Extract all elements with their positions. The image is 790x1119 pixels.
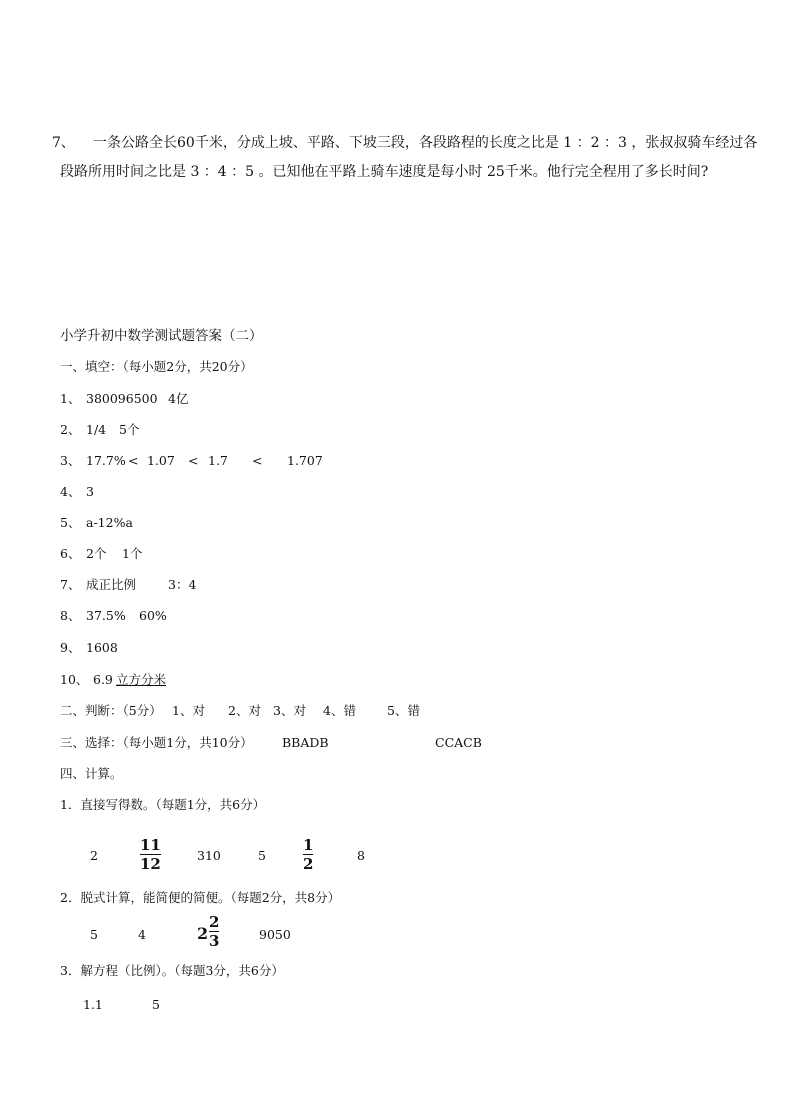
fraction-denominator: 2 xyxy=(303,855,314,873)
judge-item: 2、对 xyxy=(228,703,261,718)
calc-3-answer: 1.1 xyxy=(83,997,103,1012)
answer-1-value-2: 4亿 xyxy=(168,391,189,406)
choice-answers-group-1: BBADB xyxy=(282,735,329,750)
answer-2-number: 2、 xyxy=(60,422,81,437)
calc-2-answer: 9050 xyxy=(259,927,291,942)
answer-1-number: 1、 xyxy=(60,391,81,406)
calc-3-heading: 3．解方程（比例）。（每题3分，共6分） xyxy=(60,963,284,978)
answer-7-value-2: 3：4 xyxy=(168,577,197,592)
answer-2-value-1: 1/4 xyxy=(86,422,107,437)
section-2-heading: 二、判断：（5分） xyxy=(60,703,162,718)
answer-4-number: 4、 xyxy=(60,484,81,499)
fraction-numerator: 2 xyxy=(209,913,220,931)
calc-3-answer: 5 xyxy=(152,997,160,1012)
answer-3-value-3: 1.7 xyxy=(208,453,228,468)
calc-2-mixed-fraction xyxy=(209,914,219,949)
answer-2-value-2: 5个 xyxy=(119,422,140,437)
calc-1-fraction-answer xyxy=(303,837,313,872)
answer-6-value-2: 1个 xyxy=(122,546,143,561)
answer-8-number: 8、 xyxy=(60,608,81,623)
calc-1-answer: 8 xyxy=(357,848,365,863)
fraction-numerator: 11 xyxy=(140,836,161,854)
answer-3-op-1: < xyxy=(128,453,139,468)
judge-item: 1、对 xyxy=(172,703,205,718)
calc-2-answer: 4 xyxy=(138,927,146,942)
answer-9-number: 9、 xyxy=(60,640,81,655)
answer-3-op-2: < xyxy=(188,453,199,468)
answer-1-value-1: 380096500 xyxy=(86,391,158,406)
calc-1-heading: 1．直接写得数。（每题1分，共6分） xyxy=(60,797,266,812)
question-7-number: 7、 xyxy=(52,135,75,151)
answer-7-value-1: 成正比例 xyxy=(86,577,137,592)
calc-2-heading: 2．脱式计算，能简便的简便。（每题2分，共8分） xyxy=(60,890,341,905)
calc-1-answer: 310 xyxy=(197,848,221,863)
choice-answers-group-2: CCACB xyxy=(435,735,482,750)
answer-10-value-1: 6.9 xyxy=(93,672,113,687)
answers-title: 小学升初中数学测试题答案（二） xyxy=(60,328,263,344)
answer-10-number: 10、 xyxy=(60,672,89,687)
section-4-heading: 四、计算。 xyxy=(60,766,123,781)
answer-8-value-1: 37.5% xyxy=(86,608,126,623)
calc-1-answer: 5 xyxy=(258,848,266,863)
answer-6-value-1: 2个 xyxy=(86,546,107,561)
answer-7-number: 7、 xyxy=(60,577,81,592)
answer-3-value-1: 17.7% xyxy=(86,453,126,468)
fraction-denominator: 12 xyxy=(140,855,161,873)
answer-9-value-1: 1608 xyxy=(86,640,118,655)
answer-8-value-2: 60% xyxy=(139,608,167,623)
fraction-denominator: 3 xyxy=(209,932,220,950)
answer-10-unit: 立方分米 xyxy=(116,672,167,687)
judge-item: 3、对 xyxy=(273,703,306,718)
answer-5-value-1: a-12%a xyxy=(86,515,133,530)
fraction-numerator: 1 xyxy=(303,836,314,854)
answer-3-number: 3、 xyxy=(60,453,81,468)
question-7-line-1: 一条公路全长60千米，分成上坡、平路、下坡三段，各段路程的长度之比是 1 ：2 ：3 ，张叔叔骑车经过各 xyxy=(93,135,758,151)
answer-5-number: 5、 xyxy=(60,515,81,530)
judge-item: 5、错 xyxy=(387,703,420,718)
answer-6-number: 6、 xyxy=(60,546,81,561)
calc-2-mixed-whole: 2 xyxy=(197,924,209,943)
section-1-heading: 一、填空：（每小题2分，共20分） xyxy=(60,359,253,374)
judge-item: 4、错 xyxy=(323,703,356,718)
answer-3-value-4: 1.707 xyxy=(287,453,323,468)
calc-2-answer: 5 xyxy=(90,927,98,942)
answer-4-value-1: 3 xyxy=(86,484,94,499)
calc-1-fraction-answer xyxy=(140,837,161,872)
answer-3-value-2: 1.07 xyxy=(147,453,175,468)
section-3-heading: 三、选择：（每小题1分，共10分） xyxy=(60,735,253,750)
calc-1-answer: 2 xyxy=(90,848,98,863)
answer-3-op-3: < xyxy=(252,453,263,468)
question-7-line-2: 段路所用时间之比是 3 ：4 ：5 。已知他在平路上骑车速度是每小时 25千米。他行完全程用了多长时间? xyxy=(60,164,709,180)
